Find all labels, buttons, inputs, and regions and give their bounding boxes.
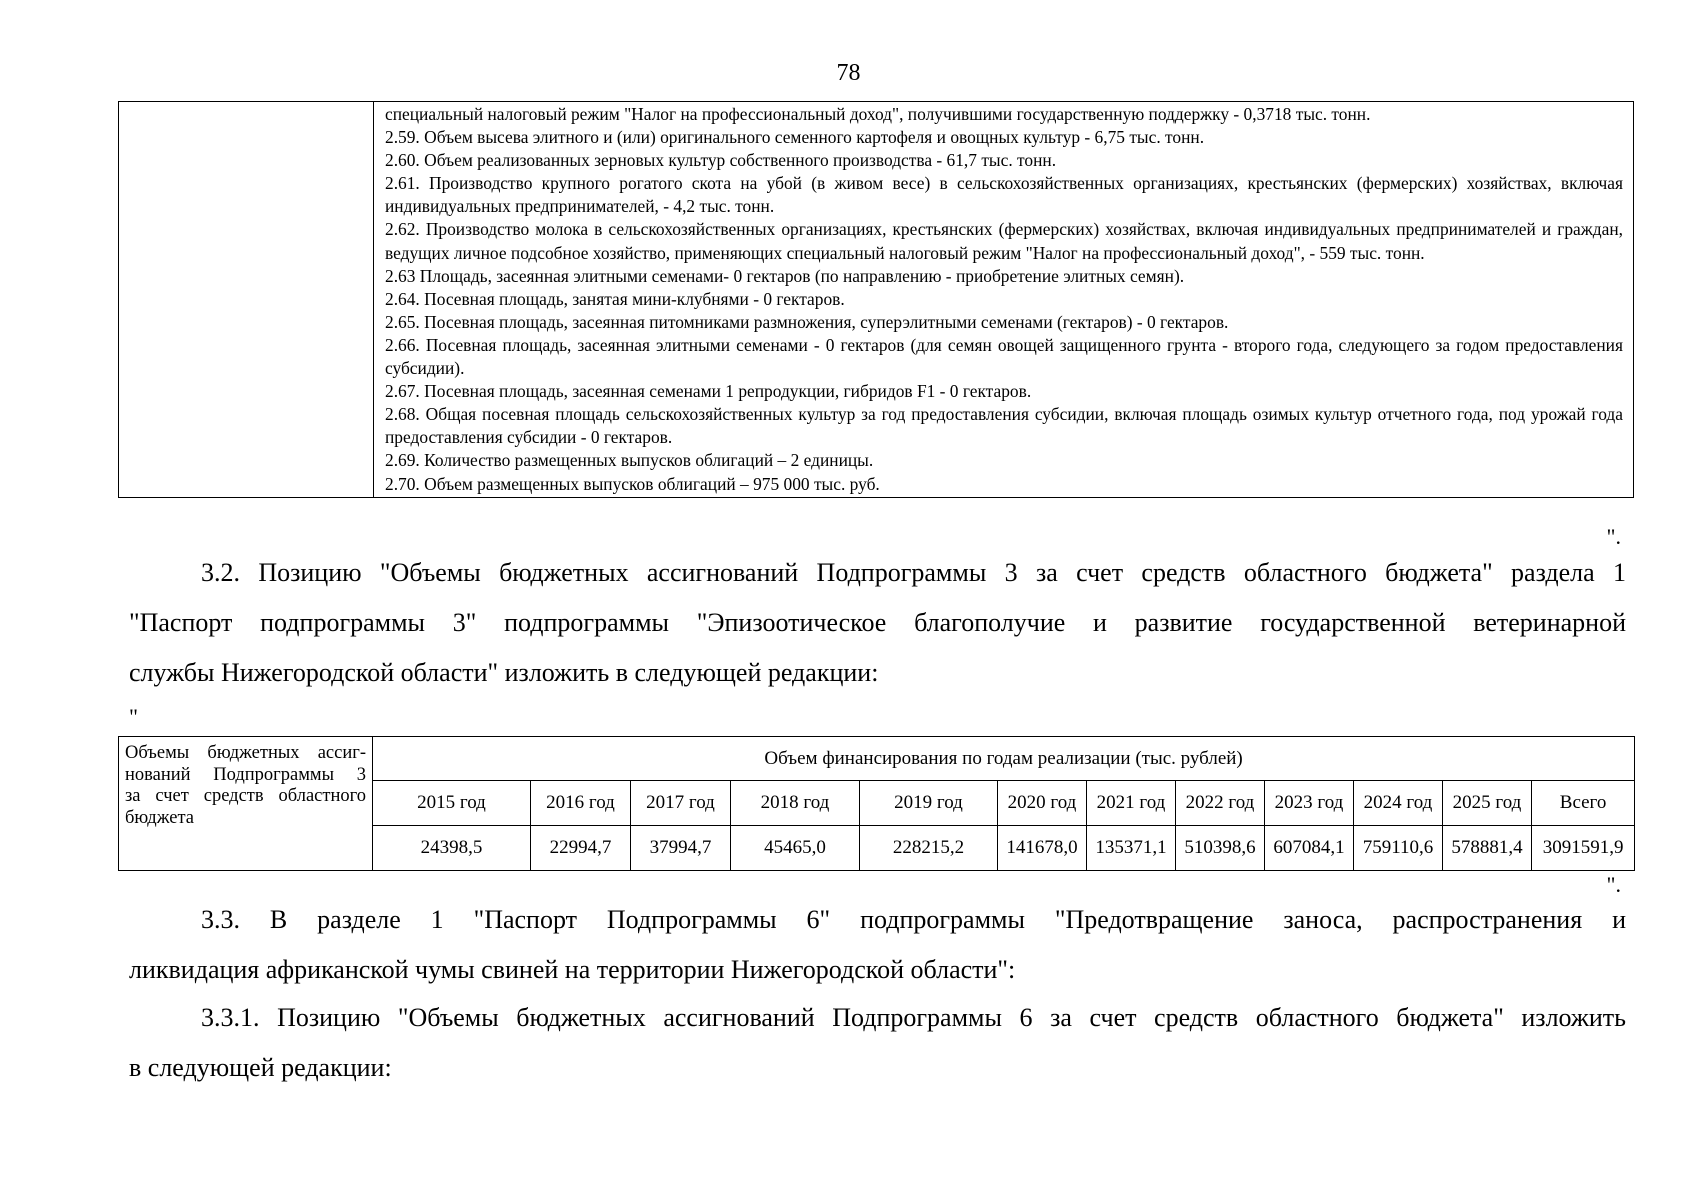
value-cell: 22994,7 [531,826,631,871]
value-cell: 759110,6 [1354,826,1443,871]
paragraph-3-3 [129,895,1626,995]
paragraph-line: 3.3.1. Позицию "Объемы бюджетных ассигнований Подпрограммы 6 за счет средств областного бюджета" изложить [201,1003,1626,1032]
year-cell: 2025 год [1443,781,1532,826]
paragraph-3-3-1 [129,993,1626,1093]
year-cell: 2020 год [998,781,1087,826]
value-cell: 135371,1 [1087,826,1176,871]
indicator-line: 2.66. Посевная площадь, засеянная элитными семенами - 0 гектаров (для семян овощей защищенного грунта - второго года, следующего за годом предоставления субсидии). [385,334,1623,379]
paragraph-line: 3.2. Позицию "Объемы бюджетных ассигнований Подпрограммы 3 за счет средств областного бюджета" раздела 1 [201,558,1626,587]
value-cell: 141678,0 [998,826,1087,871]
indicator-line: 2.62. Производство молока в сельскохозяйственных организациях, крестьянских (фермерских) хозяйствах, включая индивидуальных предпринимателей и граждан, ведущих личное подсобное хозяйство, применяющих специальный налоговый режим "Налог на профессиональный доход", - 559 тыс. тонн. [385,219,1623,263]
label-line: Объемы бюджетных ассиг- [125,743,366,763]
value-cell: 45465,0 [731,826,860,871]
value-cell: 37994,7 [631,826,731,871]
indicators-table [118,101,1634,498]
year-cell: 2024 год [1354,781,1443,826]
indicator-line: 2.61. Производство крупного рогатого скота на убой (в живом весе) в сельскохозяйственных организациях, крестьянских (фермерских) хозяйствах, включая индивидуальных предпринимателей, - 4,2 тыс. тонн. [385,173,1623,217]
indicator-line: специальный налоговый режим "Налог на профессиональный доход", получившими государственную поддержку - 0,3718 тыс. тонн. [385,104,1371,124]
year-cell: 2015 год [373,781,531,826]
paragraph-line: службы Нижегородской области" изложить в следующей редакции: [129,658,879,687]
indicator-line: 2.63 Площадь, засеянная элитными семенами- 0 гектаров (по направлению - приобретение элитных семян). [385,265,1185,286]
indicator-line: 2.67. Посевная площадь, засеянная семенами 1 репродукции, гибридов F1 - 0 гектаров. [385,381,1032,402]
page-number: 78 [836,60,861,86]
value-cell: 24398,5 [373,826,531,871]
budget-table-label [119,737,373,871]
closing-quote: ". [1606,524,1621,549]
budget-table [118,736,1635,871]
paragraph-3-2 [129,548,1626,698]
paragraph-line: ликвидация африканской чумы свиней на территории Нижегородской области": [129,955,1016,984]
indicator-line: 2.59. Объем высева элитного и (или) оригинального семенного картофеля и овощных культур - 6,75 тыс. тонн. [385,127,1205,148]
year-cell: 2019 год [860,781,998,826]
indicator-line: 2.69. Количество размещенных выпусков облигаций – 2 единицы. [385,450,874,471]
opening-quote: " [129,704,138,729]
year-cell: 2022 год [1176,781,1265,826]
year-cell: 2021 год [1087,781,1176,826]
indicators-table-empty-cell [119,102,374,498]
indicator-line: 2.70. Объем размещенных выпусков облигаций – 975 000 тыс. руб. [385,473,880,494]
paragraph-line: в следующей редакции: [129,1053,392,1082]
indicators-list [374,102,1634,498]
indicator-line: 2.68. Общая посевная площадь сельскохозяйственных культур за год предоставления субсидии, включая площадь озимых культур отчетного года, под урожай года предоставления субсидии - 0 гектаров. [385,404,1623,448]
year-cell: 2023 год [1265,781,1354,826]
value-cell: 578881,4 [1443,826,1532,871]
year-cell: 2016 год [531,781,631,826]
value-cell: 228215,2 [860,826,998,871]
label-line: за счет средств областного [125,786,366,806]
value-cell: 607084,1 [1265,826,1354,871]
year-cell: 2018 год [731,781,860,826]
indicator-line: 2.65. Посевная площадь, засеянная питомниками размножения, суперэлитными семенами (гектаров) - 0 гектаров. [385,311,1229,332]
indicator-line: 2.64. Посевная площадь, занятая мини-клубнями - 0 гектаров. [385,288,845,309]
label-line: нований Подпрограммы 3 [125,764,366,785]
year-cell: 2017 год [631,781,731,826]
total-header-cell: Всего [1532,781,1635,826]
label-line: бюджета [125,807,194,828]
paragraph-line: "Паспорт подпрограммы 3" подпрограммы "Эпизоотическое благополучие и развитие государственной ветеринарной [129,608,1626,637]
closing-quote: ". [1606,872,1621,897]
value-cell: 510398,6 [1176,826,1265,871]
indicator-line: 2.60. Объем реализованных зерновых культур собственного производства - 61,7 тыс. тонн. [385,150,1057,171]
paragraph-line: 3.3. В разделе 1 "Паспорт Подпрограммы 6" подпрограммы "Предотвращение заноса, распространения и [201,905,1626,934]
budget-table-header: Объем финансирования по годам реализации (тыс. рублей) [373,737,1635,781]
total-value-cell: 3091591,9 [1532,826,1635,871]
